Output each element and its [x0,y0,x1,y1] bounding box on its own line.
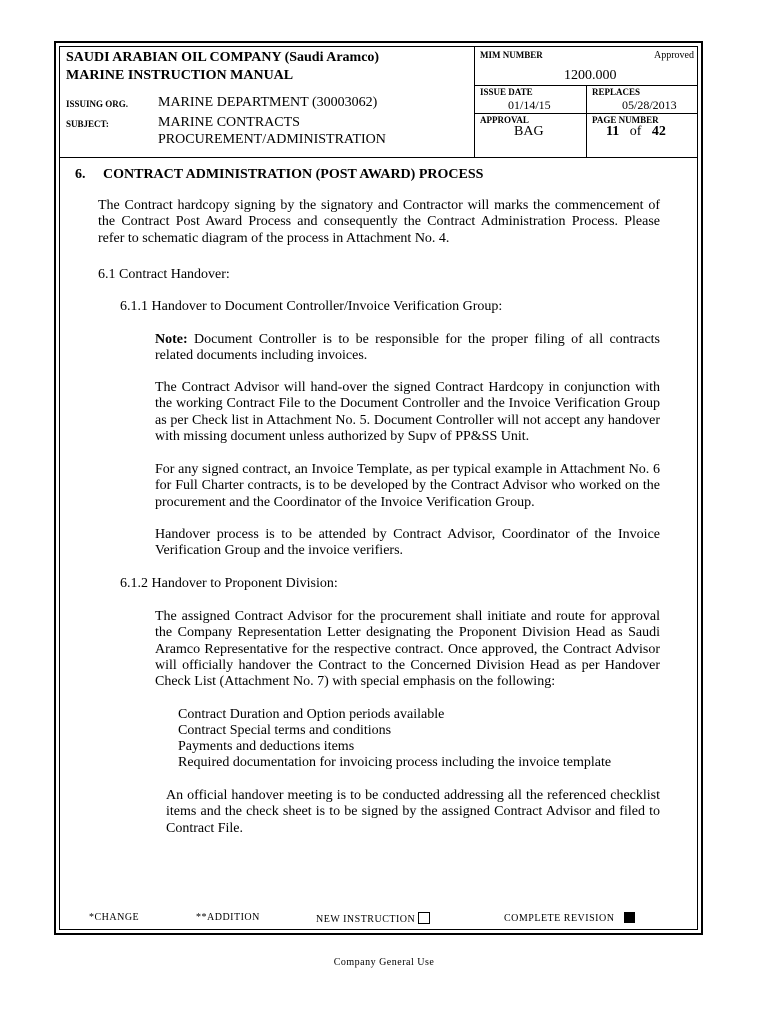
subsection-6-1-1: 6.1.1 Handover to Document Controller/Invoice Verification Group: [120,299,503,314]
mim-number-label: MIM NUMBER [480,50,543,60]
page-of: of [629,124,642,139]
revision-footer [60,905,697,929]
subsection-6-1-2: 6.1.2 Handover to Proponent Division: [120,576,338,591]
subject-line-2: PROCUREMENT/ADMINISTRATION [158,132,386,147]
manual-title: MARINE INSTRUCTION MANUAL [66,68,294,83]
company-name: SAUDI ARABIAN OIL COMPANY (Saudi Aramco) [66,50,380,65]
meeting-paragraph: An official handover meeting is to be conducted addressing all the referenced checklist items and the check sheet is to be signed by the assigned Contract Advisor and filed to Contract File. [166,788,660,836]
list-item: Contract Duration and Option periods available [178,707,445,722]
section-number: 6. [75,167,86,182]
replaces-label: REPLACES [592,87,641,97]
assigned-paragraph: The assigned Contract Advisor for the procurement shall initiate and route for approval the Company Representation Letter designating the Proponent Division Head as Saudi Aramco Representative for the respective contract. Once approved, the Contract Advisor will officially handover the Contract to the Concerned Division Head as per Handover Check List (Attachment No. 7) with special emphasis on the following: [155,609,660,690]
note-text: Document Controller is to be responsible for the proper filing of all contracts related documents including invoices. [155,332,660,364]
note-label: Note: [155,332,188,347]
subject-line-1: MARINE CONTRACTS [158,115,300,130]
new-instruction-checkbox [418,912,430,924]
issuing-org-label: ISSUING ORG. [66,99,129,109]
list-item: Contract Special terms and conditions [178,723,392,738]
addition-marker: **ADDITION [196,912,260,923]
approval-label: APPROVAL [480,115,529,125]
approved-status: Approved [654,50,694,61]
mim-number-value: 1200.000 [564,68,617,83]
page-number-label: PAGE NUMBER [592,115,659,125]
issue-date-label: ISSUE DATE [480,87,533,97]
company-general-use: Company General Use [333,957,435,968]
issuing-org-value: MARINE DEPARTMENT (30003062) [158,95,378,110]
advisor-paragraph: The Contract Advisor will hand-over the signed Contract Hardcopy in conjunction with the working Contract File to the Document Controller and the Invoice Verification Group as per Check list in Attachment No. 5. Document Controller will not accept any handover with missing document unless authorized by Supv of PP&SS Unit. [155,380,660,444]
new-instruction-label: NEW INSTRUCTION [316,914,416,925]
page-current: 11 [606,124,620,139]
section-heading [75,167,483,183]
complete-revision-label: COMPLETE REVISION [504,913,615,924]
new-instruction-marker [316,912,430,925]
complete-revision-checkbox [624,912,635,923]
subject-label: SUBJECT: [66,119,109,129]
change-marker: *CHANGE [89,912,140,923]
document-frame [54,41,703,935]
list-item: Payments and deductions items [178,739,355,754]
document-body [60,47,697,929]
template-paragraph: For any signed contract, an Invoice Template, as per typical example in Attachment No. 6 for Full Charter contracts, is to be developed by the Contract Advisor who worked on the procurement and the Coordinator of the Invoice Verification Group. [155,462,660,510]
intro-paragraph: The Contract hardcopy signing by the signatory and Contractor will marks the commencement of the Contract Post Award Process and consequently the Contract Administration Process. Please refer to schematic diagram of the process in Attachment No. 4. [98,198,660,246]
note-paragraph [155,332,660,365]
issue-date-value: 01/14/15 [508,98,551,112]
complete-revision-marker [504,912,635,924]
replaces-value: 05/28/2013 [622,98,677,112]
subsection-6-1: 6.1 Contract Handover: [98,267,230,282]
attend-paragraph: Handover process is to be attended by Contract Advisor, Coordinator of the Invoice Verification Group and the invoice verifiers. [155,527,660,559]
list-item: Required documentation for invoicing process including the invoice template [178,755,612,770]
document-inner-frame [59,46,698,930]
page-total: 42 [651,124,666,139]
section-title: CONTRACT ADMINISTRATION (POST AWARD) PROCESS [103,167,484,182]
approval-value: BAG [514,124,544,139]
